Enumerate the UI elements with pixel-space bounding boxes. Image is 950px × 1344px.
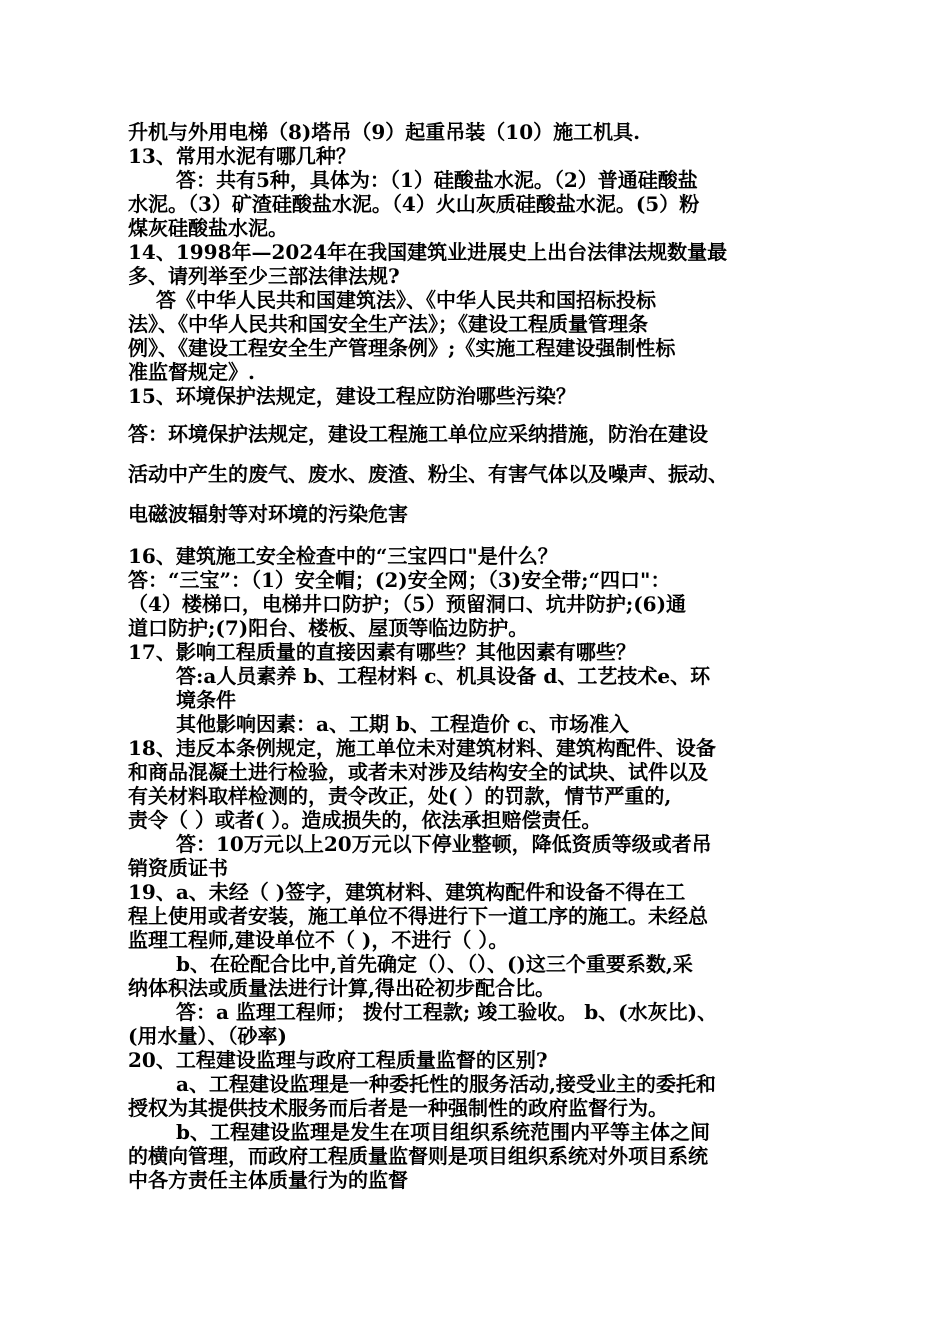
- answer-19: 答：a 监理工程师； 拨付工程款; 竣工验收。 b、(水灰比)、: [176, 1000, 718, 1024]
- question-20: 20、工程建设监理与政府工程质量监督的区别?: [128, 1048, 548, 1072]
- question-19: 19、a、未经（ )签字，建筑材料、建筑构配件和设备不得在工: [128, 880, 686, 904]
- question-14: 14、1998年—2024年在我国建筑业进展史上出台法律法规数量最: [128, 240, 728, 264]
- text-line: 法》、《中华人民共和国安全生产法》；《建设工程质量管理条: [128, 312, 648, 336]
- text-line: 境条件: [176, 688, 236, 712]
- text-line: 销资质证书: [128, 856, 228, 880]
- text-line: 中各方责任主体质量行为的监督: [128, 1168, 408, 1192]
- text-line: 准监督规定》.: [128, 360, 255, 384]
- question-13: 13、常用水泥有哪几种？: [128, 144, 356, 168]
- answer-13: 答：共有5种，具体为：（1）硅酸盐水泥。（2）普通硅酸盐: [176, 168, 698, 192]
- text-line: 纳体积法或质量法进行计算,得出砼初步配合比。: [128, 976, 555, 1000]
- text-line: 活动中产生的废气、废水、废渣、粉尘、有害气体以及噪声、振动、: [128, 462, 728, 486]
- text-line: 授权为其提供技术服务而后者是一种强制性的政府监督行为。: [128, 1096, 668, 1120]
- text-line: (用水量）、（砂率): [128, 1024, 287, 1048]
- document-body: [128, 120, 828, 1192]
- text-line: 例》、《建设工程安全生产管理条例》;《实施工程建设强制性标: [128, 336, 676, 360]
- text-line: 电磁波辐射等对环境的污染危害: [128, 502, 408, 526]
- answer-20a: a、工程建设监理是一种委托性的服务活动,接受业主的委托和: [176, 1072, 716, 1096]
- text-line: 升机与外用电梯（8)塔吊（9）起重吊装（10）施工机具.: [128, 120, 641, 144]
- text-line: 的横向管理，而政府工程质量监督则是项目组织系统对外项目系统: [128, 1144, 708, 1168]
- text-line: 有关材料取样检测的，责令改正，处( ）的罚款，情节严重的,: [128, 784, 672, 808]
- answer-15: 答：环境保护法规定，建设工程施工单位应采纳措施，防治在建设: [128, 422, 708, 446]
- text-line: 水泥。（3）矿渣硅酸盐水泥。（4）火山灰质硅酸盐水泥。(5）粉: [128, 192, 700, 216]
- answer-16: 答：“三宝”：（1）安全帽；(2)安全网；（3)安全带;“四口"：: [128, 568, 671, 592]
- question-18: 18、违反本条例规定，施工单位未对建筑材料、建筑构配件、设备: [128, 736, 716, 760]
- question-15: 15、环境保护法规定，建设工程应防治哪些污染？: [128, 384, 576, 408]
- question-16: 16、建筑施工安全检查中的“三宝四口"是什么？: [128, 544, 558, 568]
- text-line: 道口防护;(7)阳台、楼板、屋顶等临边防护。: [128, 616, 529, 640]
- text-line: 责令（ ）或者( ）。造成损失的，依法承担赔偿责任。: [128, 808, 602, 832]
- question-19b: b、在砼配合比中,首先确定（）、（）、()这三个重要系数,采: [176, 952, 693, 976]
- answer-14: 答《中华人民共和国建筑法》、《中华人民共和国招标投标: [156, 288, 656, 312]
- text-line: 程上使用或者安装，施工单位不得进行下一道工序的施工。未经总: [128, 904, 708, 928]
- text-line: （4）楼梯口，电梯井口防护；（5）预留洞口、坑井防护;(6)通: [128, 592, 687, 616]
- answer-18: 答：10万元以上20万元以下停业整顿，降低资质等级或者吊: [176, 832, 712, 856]
- text-line: 其他影响因素：a、工期 b、工程造价 c、市场准入: [176, 712, 630, 736]
- answer-17: 答:a人员素养 b、工程材料 c、机具设备 d、工艺技术e、环: [176, 664, 711, 688]
- text-line: 多、请列举至少三部法律法规?: [128, 264, 400, 288]
- question-17: 17、影响工程质量的直接因素有哪些？其他因素有哪些？: [128, 640, 636, 664]
- answer-20b: b、工程建设监理是发生在项目组织系统范围内平等主体之间: [176, 1120, 710, 1144]
- text-line: 和商品混凝土进行检验，或者未对涉及结构安全的试块、试件以及: [128, 760, 708, 784]
- text-line: 监理工程师,建设单位不（ )，不进行（ ）。: [128, 928, 509, 952]
- text-line: 煤灰硅酸盐水泥。: [128, 216, 288, 240]
